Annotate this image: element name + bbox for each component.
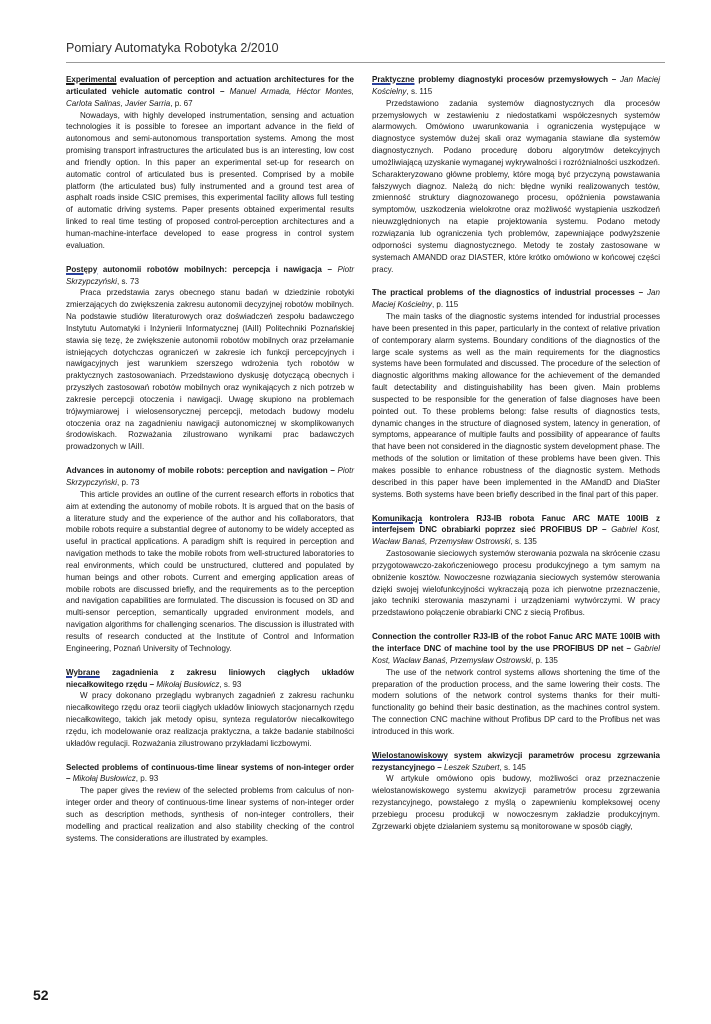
article-authors: Jan Maciej Kościelny [372, 288, 660, 310]
article-authors: Piotr Skrzypczyński [66, 264, 355, 286]
article-title: Advances in autonomy of mobile robots: perception and navigation [66, 466, 328, 476]
article-keyword: Wielostanowiskowy [372, 750, 448, 760]
article-title: zagadnienia z zakresu liniowych ciągłych układów niecałkowitego rzędu [66, 667, 354, 689]
article-authors: Gabriel Kost, Wacław Banaś, Przemysław Ostrowski [372, 643, 660, 665]
article-page: p. 93 [140, 774, 159, 784]
article-abstract: The paper gives the review of the selected problems from calculus of non-integer order and theory of continuous-time linear systems of non-integer order such as description methods, synthesis of non-integer controllers, their modelling and practical realization and also stability checking of the control systems. The considerations are illustrated by examples. [66, 786, 354, 843]
article-title: The practical problems of the diagnostics of industrial processes [372, 288, 635, 298]
article-keyword: Komunikacja [372, 513, 423, 523]
article-keyword: Postępy [66, 264, 98, 274]
article-abstract: Nowadays, with highly developed instrumentation, sensing and actuation technologies it is possible to foresee an important advance in the field of autonomous and semi-autonomous transportation systems. Among the most promising transport infrastructures the articulated bus is an interesting, low cost and friendly option. In this paper an experimental set-up for research on automatic control of articulated bus is presented. Comprised by a mobile platform (the articulated bus) fully instrumented and a ground test area of asphalt roads inside CSIC premises, this experimental facility allows full testing of automatic driving systems. Paper presents obtained experimental results linked to real time testing of proposed control-perception architectures and a human-machine-interface developed to ease progress in control system evaluation. [66, 110, 354, 250]
article-keyword: Experimental [66, 75, 117, 84]
article-page: p. 135 [535, 655, 558, 665]
article-abstract: Praca przedstawia zarys obecnego stanu badań w dziedzinie robotyki zmierzających do zwiększenia zakresu autonomii decyzyjnej robotów mobilnych. Na podstawie studiów literaturowych oraz doświadczeń zespołu badawczego Instytutu Automatyki i Inżynierii Informatycznej (IAiII) Politechniki Poznańskiej stawia się tezę, że zwiększenie autonomii robotów mobilnych oraz przełamanie istniejących dotychczas ograniczeń w zakresie ich funkcji percepcyjnych i nawigacyjnych jest warunkiem szerszego wdrożenia tych robotów w praktycznych zastosowaniach. Przedstawiono dyskusję dotyczącą obecnych i przyszłych zastosowań robotów mobilnych oraz wynikających z nich potrzeb w zakresie percepcji otoczenia i nawigacji. Uwagę skupiono na problemach trójwymiarowej i wielosensorycznej percepcji, metodach budowy modelu otoczenia oraz na zagadnieniu nawigacji autonomicznej w skomplikowanych środowiskach. Rozważania zilustrowano wynikami prac badawczych prowadzonych w IAiII. [66, 288, 354, 452]
article-title: Selected problems of continuous-time linear systems of non-integer order [66, 762, 354, 772]
article-abstract: The main tasks of the diagnostic systems intended for industrial processes have been presented in this paper, particularly in the context of relative privation of contemporary alarm systems. Boundary conditions of the diagnostics of the large scale systems as well as the main requirements for the diagnostics systems have been formulated and discussed. The procedure of the selection of diagnostic algorithms making allowance for the achievement of the demanded fault detectability and distinguishability has been given. Main problems suspected to be responsible for the generation of false diagnoses have been pointed out. To these problems belong: false results of diagnostics tests, dynamic changes in the structure of diagnosed system, latency in generation, of symptoms, appearance of multiple faults and possibility of appearance of faults that have been not considered in the diagnostic system development phase. The methods of the solution or limitation of these problems have been given. This makes possible to enhance robustness of the diagnostic system. Methods described in this paper have been implemented in the AMandD and DiaSter systems. Both systems have been briefly described in the final part of this paper. [372, 312, 660, 499]
article-page: s. 135 [514, 537, 537, 547]
article-abstract: Zastosowanie sieciowych systemów sterowania pozwala na skrócenie czasu przygotowawczo-zakończeniowego procesu produkcyjnego a tym samym na obniżenie kosztów. Nowoczesne rozwiązania sieciowych systemów sterowania dzięki swojej wielofunkcyjności wykraczają poza ich pierwotne przeznaczenie, jako techniki sterowania maszynami i urządzeniami wytwórczymi. W pracy przedstawiono połączenie obrabiarki CNC z siecią Profibus. [372, 549, 660, 618]
article-entry: Wybrane zagadnienia z zakresu liniowych ciągłych układów niecałkowitego rzędu – Mikołaj Busłowicz, s. 93 W pracy dokonano przeglądu wybranych zagadnień z zakresu rachunku niecałkowitego rzędu oraz teorii ciągłych układów liniowych stacjonarnych rzędu niecałkowitego, takich jak metody opisu, synteza regulatorów niecałkowitego rzędu, ich modelowanie oraz realizacja praktyczna, a także badanie stabilności układów regulacji. Rozważania zilustrowano przykładami liczbowymi. [66, 667, 354, 748]
article-abstract: W pracy dokonano przeglądu wybranych zagadnień z zakresu rachunku niecałkowitego rzędu oraz teorii ciągłych układów liniowych stacjonarnych rzędu niecałkowitego, takich jak metody opisu, synteza regulatorów niecałkowitego rzędu, ich modelowanie oraz realizacja praktyczna, a także badanie stabilności układów regulacji. Rozważania zilustrowano przykładami liczbowymi. [66, 691, 354, 748]
article-title: evaluation of perception and actuation architectures for the articulated vehicle automatic control [66, 75, 354, 96]
article-entry: Advances in autonomy of mobile robots: perception and navigation – Piotr Skrzypczyński, p. 73 This article provides an outline of the current research efforts in robotics that aim at extending the autonomy of mobile robots. It is argued that on the basis of a literature study and the experience of the author and his collaborators, that mobile robots require a substantial degree of autonomy to be widely accepted as useful in practical applications. A paradigm shift is required in perception and navigation methods to take the mobile robots from well-structured laboratories to real environments, which could be unstructured, cluttered and populated by human beings and other robots. Current and emerging application areas of mobile robots are discussed briefly, and the requirements as to the perception and navigation capabilities are formulated. The discussion is focused on 3D and multi-sensor perception, semantically upgraded environment models, and navigation algorithms for challenging scenarios. The discussion is illustrated with results of research conducted at the Institute of Control and Information Engineering, Poznań University of Technology. [66, 466, 354, 653]
article-entry: Connection the controller RJ3-IB of the robot Fanuc ARC MATE 100IB with the interface DNC of machine tool by the use PROFIBUS DP net – Gabriel Kost, Wacław Banaś, Przemysław Ostrowski, p. 135 The use of the network control systems allows shortening the time of the preparation of the production process, and the same lowering their costs. The modern solutions of the network control systems thanks for their multi-functionality go behind their basic destination, as the machines control system. The connection CNC machine without Profibus DP card to the Profibus net was introduced in this work. [372, 632, 660, 736]
article-entry: Experimental evaluation of perception and actuation architectures for the articulated vehicle automatic control – Manuel Armada, Héctor Montes, Carlota Salinas, Javier Sarria, p. 67 Nowadays, with highly developed instrumentation, sensing and actuation technologies it is possible to foresee an important advance in the field of autonomous and semi-autonomous transportation systems. Among the most promising transport infrastructures the articulated bus is an interesting, low cost and friendly option. In this paper an experimental set-up for research on automatic control of articulated bus is presented. Comprised by a mobile platform (the articulated bus) fully instrumented and a ground test area of asphalt roads inside CSIC premises, this experimental facility allows full testing of automatic driving systems. Paper presents obtained experimental results linked to real time testing of proposed control-perception architectures and a human-machine-interface developed to ease progress in control system evaluation. [66, 75, 355, 250]
article-title: Connection the controller RJ3-IB of the robot Fanuc ARC MATE 100IB with the interface DNC of machine tool by the use PROFIBUS DP net [372, 632, 660, 653]
article-title: problemy diagnostyki procesów przemysłowych [414, 75, 608, 84]
article-abstract: Przedstawiono zadania systemów diagnostycznych dla procesów przemysłowych w zestawieniu z niedostatkami współczesnych systemów alarmowych. Omówiono uwarunkowania i ograniczenia występujące w diagnostyce systemów dużej skali oraz wymagania stawiane dla systemów diagnostycznych. Podano procedurę doboru algorytmów detekcyjnych umożliwiającą uzyskanie wymaganej wykrywalności i rozróżnialności uszkodzeń. Scharakteryzowano główne problemy, które mogą być przyczyną powstawania fałszywych diagnoz. Należą do nich: błędne wyniki realizowanych testów, zmienność struktury diagnozowanego procesu, opóźnienia powstawania symptomów, uszkodzenia wielokrotne oraz możliwość wystąpienia uszkodzeń nieuwzględnionych na etapie projektowania systemu. Podano metody rozwiązania lub ograniczenia tych problemów, zapewniające podwyższenie odporności systemu diagnostycznego. Metody te zostały zastosowane w systemach AMANDD oraz DIASTER, które krótko omówiono w końcowej części pracy. [372, 98, 660, 274]
article-page: s. 115 [410, 86, 433, 96]
article-abstract: This article provides an outline of the current research efforts in robotics that aim at extending the autonomy of mobile robots. It is argued that on the basis of a literature study and the experience of the author and his collaborators, that mobile robots require a substantial degree of autonomy to be widely accepted as useful in practical applications. A paradigm shift is required in perception and navigation methods to take the mobile robots from well-structured laboratories to real environments, which could be unstructured, cluttered and populated by human beings and other robots. Current and emerging application areas of mobile robots are discussed briefly, and the requirements as to the perception and navigation capabilities are formulated. The discussion is focused on 3D and multi-sensor perception, semantically upgraded environment models, and navigation algorithms for challenging scenarios. The discussion is illustrated with results of research conducted at the Institute of Control and Information Engineering, Poznań University of Technology. [66, 489, 354, 653]
article-page: s. 93 [223, 679, 242, 689]
article-entry: Selected problems of continuous-time linear systems of non-integer order – Mikołaj Busłowicz, p. 93 The paper gives the review of the selected problems from calculus of non-integer order and theory of continuous-time linear systems of non-integer order such as description methods, synthesis of non-integer controllers, their modelling and practical realization and also stability checking of the control systems. The considerations are illustrated by examples. [66, 762, 354, 843]
article-title: autonomii robotów mobilnych: percepcja i nawigacja [97, 264, 322, 274]
right-column [372, 74, 660, 845]
article-page: s. 145 [503, 762, 526, 772]
article-entry: Postępy autonomii robotów mobilnych: percepcja i nawigacja – Piotr Skrzypczyński, s. 73 Praca przedstawia zarys obecnego stanu badań w dziedzinie robotyki zmierzających do zwiększenia zakresu autonomii decyzyjnej robotów mobilnych. Na podstawie studiów literaturowych oraz doświadczeń zespołu badawczego Instytutu Automatyki i Inżynierii Informatycznej (IAiII) Politechniki Poznańskiej stawia się tezę, że zwiększenie autonomii robotów mobilnych oraz przełamanie istniejących dotychczas ograniczeń w zakresie ich funkcji percepcyjnych i nawigacyjnych jest warunkiem szerszego wdrożenia tych robotów w praktycznych zastosowaniach. Przedstawiono dyskusję dotyczącą obecnych i przyszłych zastosowań robotów mobilnych oraz wynikających z nich potrzeb w zakresie percepcji otoczenia i nawigacji. Uwagę skupiono na problemach trójwymiarowej i wielosensorycznej percepcji, metodach budowy modelu otoczenia oraz na zagadnieniu nawigacji autonomicznej w skomplikowanych środowiskach. Rozważania zilustrowano wynikami prac badawczych prowadzonych w IAiII. [66, 264, 355, 452]
article-abstract: W artykule omówiono opis budowy, możliwości oraz przeznaczenie wielostanowiskowego systemu akwizycji parametrów procesu zgrzewania rezystancyjnego, powstałego z myślą o zapewnieniu kompleksowej oceny przebiegu procesu produkcji w nowoczesnym zakładzie produkcyjnym. Zgrzewarki objęte działaniem systemu są monitorowane w sposób ciągły, [372, 774, 660, 831]
journal-header: Pomiary Automatyka Robotyka 2/2010 [66, 41, 279, 55]
article-title: kontrolera RJ3-IB robota Fanuc ARC MATE 100IB z interfejsem DNC obrabiarki poprzez sieć PROFIBUS DP [372, 513, 660, 535]
article-page: p. 73 [121, 478, 140, 487]
article-page: s. 73 [121, 276, 139, 286]
article-authors: Manuel Armada, Héctor Montes, Carlota Salinas, Javier Sarria [66, 86, 355, 108]
article-authors: Mikołaj Busłowicz [72, 774, 136, 784]
article-authors: Mikołaj Busłowicz [156, 679, 220, 689]
article-keyword: Wybrane [66, 667, 100, 677]
article-entry: Komunikacja kontrolera RJ3-IB robota Fanuc ARC MATE 100IB z interfejsem DNC obrabiarki poprzez sieć PROFIBUS DP – Gabriel Kost, Wacław Banaś, Przemysław Ostrowski, s. 135 Zastosowanie sieciowych systemów sterowania pozwala na skrócenie czasu przygotowawczo-zakończeniowego procesu produkcyjnego a tym samym na obniżenie kosztów. Nowoczesne rozwiązania sieciowych systemów sterowania dzięki swojej wielofunkcyjności wykraczają poza ich pierwotne przeznaczenie, jako techniki sterowania maszynami i urządzeniami wytwórczymi. W pracy przedstawiono połączenie obrabiarki CNC z siecią Profibus. [372, 513, 660, 618]
article-abstract: The use of the network control systems allows shortening the time of the preparation of the production process, and the same lowering their costs. The modern solutions of the network control systems thanks for their multi-functionality go behind their basic destination, as the machines control system. The connection CNC machine without Profibus DP card to the Profibus net was introduced in this work. [372, 667, 660, 736]
article-keyword: Praktyczne [372, 75, 415, 84]
article-entry: Wielostanowiskowy system akwizycji parametrów procesu zgrzewania rezystancyjnego – Leszek Szubert, s. 145 W artykule omówiono opis budowy, możliwości oraz przeznaczenie wielostanowiskowego systemu akwizycji parametrów procesu zgrzewania rezystancyjnego, powstałego z myślą o zapewnieniu kompleksowej oceny przebiegu procesu produkcji w nowoczesnym zakładzie produkcyjnym. Zgrzewarki objęte działaniem systemu są monitorowane w sposób ciągły, [372, 750, 660, 831]
article-authors: Piotr Skrzypczyński [66, 466, 354, 487]
article-authors: Jan Maciej Kościelny [372, 75, 660, 96]
article-entry: The practical problems of the diagnostics of industrial processes – Jan Maciej Kościelny, p. 115 The main tasks of the diagnostic systems intended for industrial processes have been presented in this paper, particularly in the context of relative privation of contemporary alarm systems. Boundary conditions of the diagnostics of the large scale systems as well as the main requirements for the diagnostics systems have been formulated and discussed. The procedure of the selection of diagnostic algorithms making allowance for the achievement of the demanded fault detectability and distinguishability has been given. Main problems suspected to be responsible for the generation of false diagnoses have been pointed out. To these problems belong: false results of diagnostics tests, dynamic changes in the structure of diagnosed system, latency in generation, of symptoms, appearance of multiple faults and possibility of appearance of faults that have been not considered in the diagnostic system development phase. The methods of the solution or limitation of these problems have been given. This makes possible to enhance robustness of the diagnostic system. Methods described in this paper have been implemented in the AMandD and DiaSter systems. Both systems have been briefly described in the final part of this paper. [372, 288, 660, 499]
article-title: system akwizycji parametrów procesu zgrzewania rezystancyjnego [372, 750, 660, 772]
header-divider [66, 62, 665, 63]
article-authors: Gabriel Kost, Wacław Banaś, Przemysław Ostrowski [372, 525, 660, 547]
left-column [66, 74, 354, 856]
article-entry: Praktyczne problemy diagnostyki procesów przemysłowych – Jan Maciej Kościelny, s. 115 Przedstawiono zadania systemów diagnostycznych dla procesów przemysłowych w zestawieniu z niedostatkami współczesnych systemów alarmowych. Omówiono uwarunkowania i ograniczenia występujące w diagnostyce systemów dużej skali oraz wymagania stawiane dla systemów diagnostycznych. Podano procedurę doboru algorytmów detekcyjnych umożliwiającą uzyskanie wymaganej wykrywalności i rozróżnialności uszkodzeń. Scharakteryzowano główne problemy, które mogą być przyczyną powstawania fałszywych diagnoz. Należą do nich: błędne wyniki realizowanych testów, zmienność struktury diagnozowanego procesu, opóźnienia powstawania symptomów, uszkodzenia wielokrotne oraz możliwość wystąpienia uszkodzeń nieuwzględnionych na etapie projektowania systemu. Podano metody rozwiązania lub ograniczenia tych problemów, zapewniające podwyższenie odporności systemu diagnostycznego. Metody te zostały zastosowane w systemach AMANDD oraz DIASTER, które krótko omówiono w końcowej części pracy. [372, 75, 660, 274]
article-page: p. 67 [174, 98, 193, 108]
article-page: p. 115 [436, 300, 459, 310]
article-authors: Leszek Szubert [444, 762, 500, 772]
page-number: 52 [33, 987, 49, 1003]
